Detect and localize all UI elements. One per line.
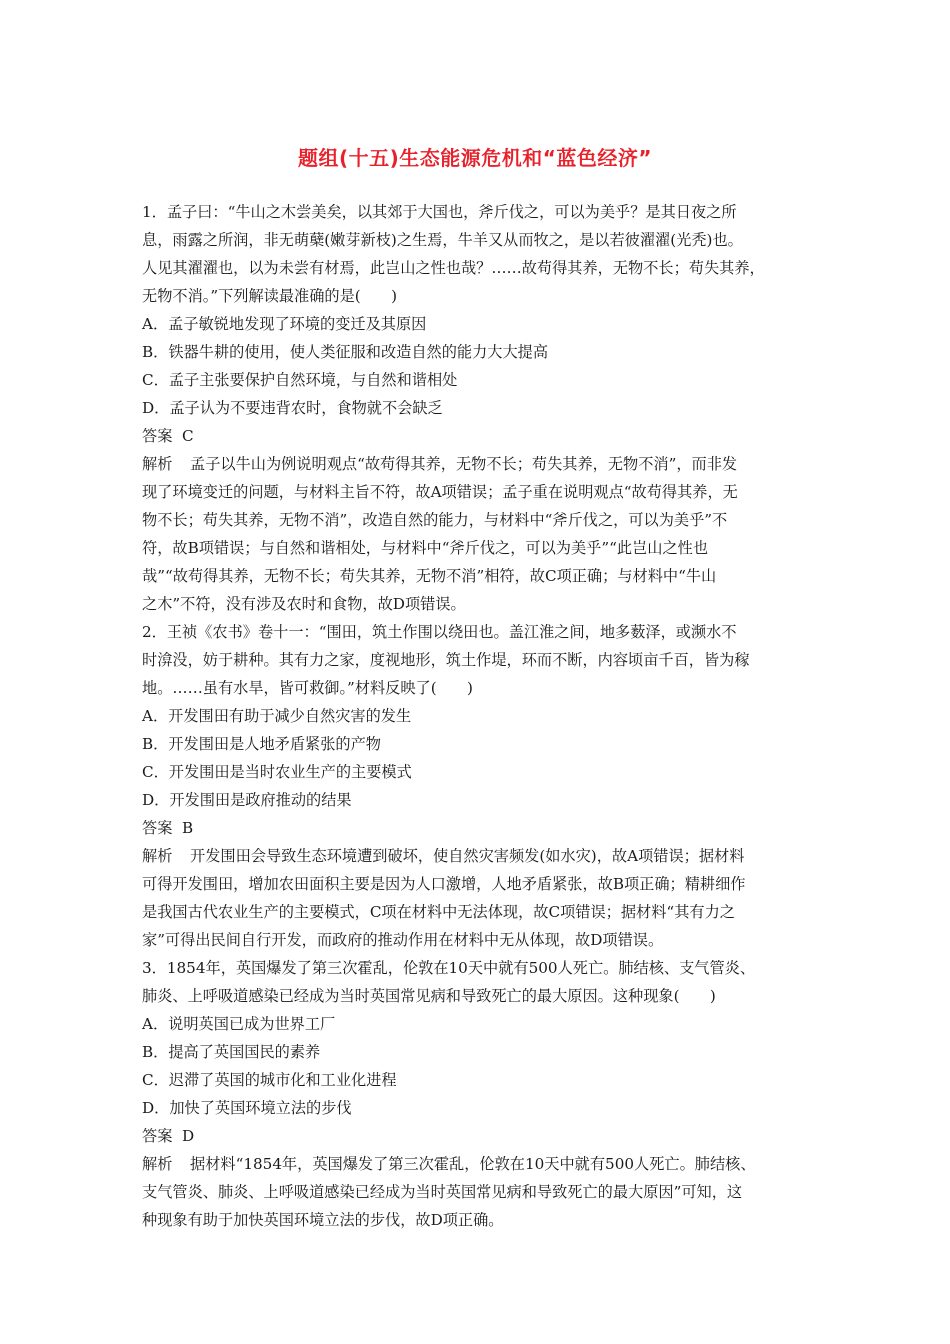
answer-row	[142, 814, 814, 842]
stem-line: 肺炎、上呼吸道感染已经成为当时英国常见病和导致死亡的最大原因。这种现象( )	[142, 987, 716, 1005]
analysis-line: 支气管炎、肺炎、上呼吸道感染已经成为当时英国常见病和导致死亡的最大原因”可知，这	[142, 1183, 743, 1201]
option-b: B．提高了英国国民的素养	[142, 1043, 321, 1061]
option-list	[142, 310, 814, 422]
answer-value: D	[182, 1127, 195, 1145]
option-list	[142, 702, 814, 814]
option-c: C．孟子主张要保护自然环境，与自然和谐相处	[142, 371, 458, 389]
answer-label: 答案	[142, 1127, 173, 1145]
analysis-line: 哉”“故苟得其养，无物不长；苟失其养，无物不消”相符，故C项正确；与材料中“牛山	[142, 567, 717, 585]
analysis-line: 种现象有助于加快英国环境立法的步伐，故D项正确。	[142, 1211, 504, 1229]
stem-line: 1．孟子曰：“牛山之木尝美矣，以其郊于大国也，斧斤伐之，可以为美乎？是其日夜之所	[142, 203, 737, 221]
option-d: D．开发围田是政府推动的结果	[142, 791, 352, 809]
option-c: C．开发围田是当时农业生产的主要模式	[142, 763, 412, 781]
analysis-line: 解析 据材料“1854年，英国爆发了第三次霍乱，伦敦在10天中就有500人死亡。肺结核、	[142, 1150, 814, 1178]
analysis-line: 之木”不符，没有涉及农时和食物，故D项错误。	[142, 595, 466, 613]
analysis-line: 可得开发围田，增加农田面积主要是因为人口激增，人地矛盾紧张，故B项正确；精耕细作	[142, 875, 746, 893]
stem-line: 息，雨露之所润，非无萌蘖(嫩芽新枝)之生焉，牛羊又从而牧之，是以若彼濯濯(光秃)也。	[142, 231, 743, 249]
page-title: 题组(十五)生态能源危机和“蓝色经济”	[297, 146, 653, 170]
analysis-line: 物不长；苟失其养，无物不消”，改造自然的能力，与材料中“斧斤伐之，可以为美乎”不	[142, 511, 728, 529]
question-stem	[142, 618, 814, 702]
option-a: A．说明英国已成为世界工厂	[142, 1015, 336, 1033]
analysis-line: 是我国古代农业生产的主要模式，C项在材料中无法体现，故C项错误；据材料“其有力之	[142, 903, 735, 921]
analysis-line: 解析 开发围田会导致生态环境遭到破坏，使自然灾害频发(如水灾)，故A项错误；据材料	[142, 842, 814, 870]
analysis-label: 解析	[142, 1155, 173, 1173]
answer-label: 答案	[142, 819, 173, 837]
option-c: C．迟滞了英国的城市化和工业化进程	[142, 1071, 397, 1089]
answer-value: C	[182, 427, 194, 445]
stem-line: 地。……虽有水旱，皆可救御。”材料反映了( )	[142, 679, 473, 697]
analysis-line: 现了环境变迁的问题，与材料主旨不符，故A项错误；孟子重在说明观点“故苟得其养，无	[142, 483, 738, 501]
option-a: A．开发围田有助于减少自然灾害的发生	[142, 707, 412, 725]
analysis-label: 解析	[142, 847, 173, 865]
analysis	[142, 842, 814, 954]
analysis-line: 家”可得出民间自行开发，而政府的推动作用在材料中无从体现，故D项错误。	[142, 931, 664, 949]
option-b: B．开发围田是人地矛盾紧张的产物	[142, 735, 381, 753]
answer-row	[142, 422, 814, 450]
analysis	[142, 450, 814, 618]
option-a: A．孟子敏锐地发现了环境的变迁及其原因	[142, 315, 427, 333]
question-3	[142, 954, 814, 1234]
question-stem	[142, 198, 814, 310]
question-list	[142, 198, 814, 1234]
stem-line: 3．1854年，英国爆发了第三次霍乱，伦敦在10天中就有500人死亡。肺结核、支气管炎、	[142, 959, 756, 977]
stem-line: 2．王祯《农书》卷十一：“围田，筑土作围以绕田也。盖江淮之间，地多薮泽，或濒水不	[142, 623, 737, 641]
analysis	[142, 1150, 814, 1234]
stem-line: 时渰没，妨于耕种。其有力之家，度视地形，筑土作堤，环而不断，内容顷亩千百，皆为稼	[142, 651, 750, 669]
stem-line: 无物不消。”下列解读最准确的是( )	[142, 287, 398, 305]
option-b: B．铁器牛耕的使用，使人类征服和改造自然的能力大大提高	[142, 343, 549, 361]
option-d: D．加快了英国环境立法的步伐	[142, 1099, 352, 1117]
answer-row	[142, 1122, 814, 1150]
stem-line: 人见其濯濯也，以为未尝有材焉，此岂山之性也哉？……故苟得其养，无物不长；苟失其养，	[142, 259, 765, 277]
question-stem	[142, 954, 814, 1010]
answer-value: B	[182, 819, 194, 837]
analysis-line: 解析 孟子以牛山为例说明观点“故苟得其养，无物不长；苟失其养，无物不消”，而非发	[142, 450, 814, 478]
answer-label: 答案	[142, 427, 173, 445]
option-d: D．孟子认为不要违背农时，食物就不会缺乏	[142, 399, 443, 417]
option-list	[142, 1010, 814, 1122]
analysis-line: 符，故B项错误；与自然和谐相处，与材料中“斧斤伐之，可以为美乎”“此岂山之性也	[142, 539, 709, 557]
analysis-label: 解析	[142, 455, 173, 473]
question-1	[142, 198, 814, 618]
question-2	[142, 618, 814, 954]
